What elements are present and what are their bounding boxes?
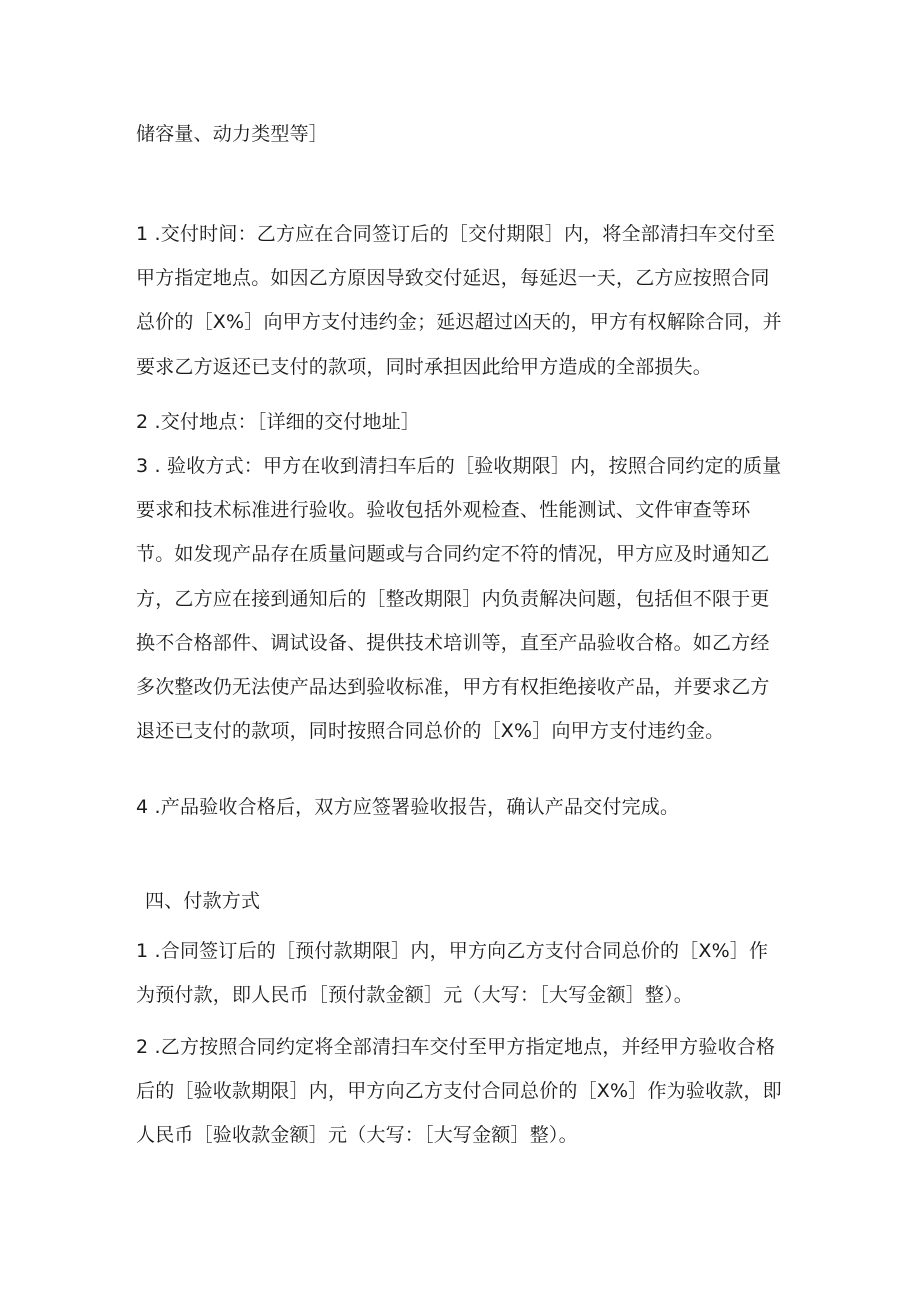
section-heading-payment: 四、付款方式 [145, 890, 261, 912]
paragraph-acceptance-method: 3 . 验收方式：甲方在收到清扫车后的［验收期限］内，按照合同约定的质量要求和技术标准进行验收。验收包括外观检查、性能测试、文件审查等环节。如发现产品存在质量问题或与合同约定不符的情况，甲方应及时通知乙方，乙方应在接到通知后的［整改期限］内负责解决问题，包括但不限于更换不合格部件、调试设备、提供技术培训等，直至产品验收合格。如乙方经多次整改仍无法使产品达到验收标准，甲方有权拒绝接收产品，并要求乙方退还已支付的款项，同时按照合同总价的［X%］向甲方支付违约金。 [136, 455, 782, 743]
paragraph-prepayment: 1 .合同签订后的［预付款期限］内，甲方向乙方支付合同总价的［X%］作为预付款，即人民币［预付款金额］元（大写：［大写金额］整）。 [136, 940, 769, 1007]
paragraph-continuation: 储容量、动力类型等］ [136, 123, 329, 145]
paragraph-delivery-location: 2 .交付地点：［详细的交付地址］ [136, 411, 421, 433]
paragraph-acceptance-payment: 2 .乙方按照合同约定将全部清扫车交付至甲方指定地点，并经甲方验收合格后的［验收款期限］内，甲方向乙方支付合同总价的［X%］作为验收款，即人民币［验收款金额］元（大写：［大写金额］整）。 [136, 1036, 782, 1147]
paragraph-acceptance-report: 4 .产品验收合格后，双方应签署验收报告，确认产品交付完成。 [136, 796, 680, 818]
paragraph-delivery-time: 1 .交付时间：乙方应在合同签订后的［交付期限］内，将全部清扫车交付至甲方指定地点。如因乙方原因导致交付延迟，每延迟一天，乙方应按照合同总价的［X%］向甲方支付违约金；延迟超过凶天的，甲方有权解除合同，并要求乙方返还已支付的款项，同时承担因此给甲方造成的全部损失。 [136, 223, 782, 378]
